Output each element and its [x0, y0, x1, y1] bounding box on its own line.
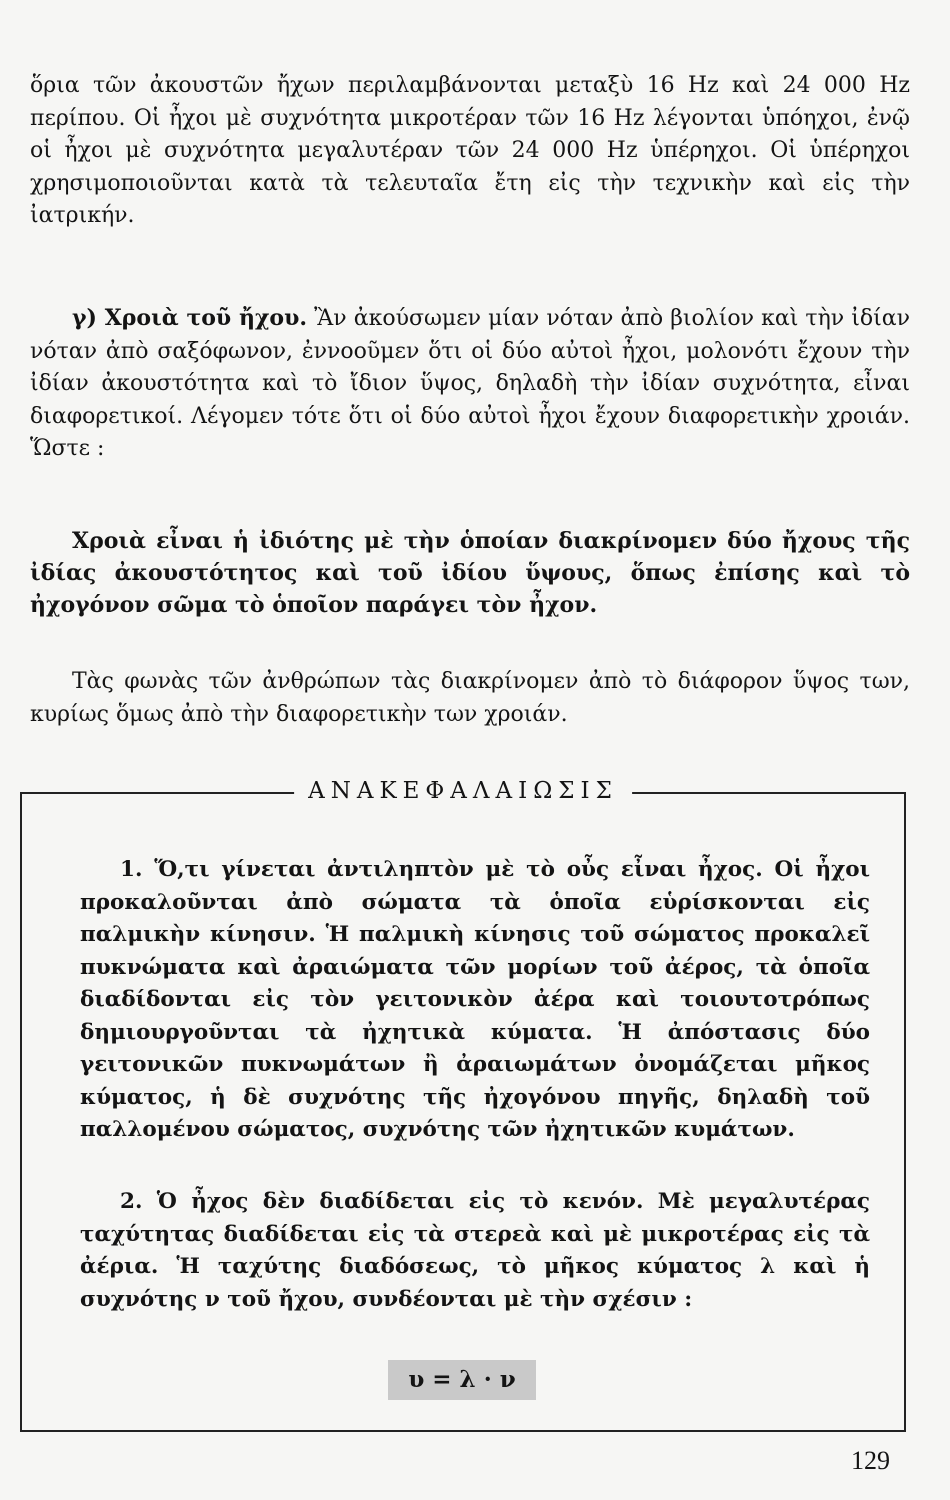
- summary-heading: ΑΝΑΚΕΦΑΛΑΙΩΣΙΣ: [294, 778, 632, 804]
- formula-wave-speed: υ = λ · ν: [388, 1360, 536, 1400]
- summary-item-1: 1. Ὅ,τι γίνεται ἀντιληπτὸν μὲ τὸ οὖς εἶναι ἦχος. Οἱ ἦχοι προκαλοῦνται ἀπὸ σώματα τὰ ὁποῖα εὑρίσκονται εἰς παλμικὴν κίνησιν. Ἡ παλμικὴ κίνησις τοῦ σώματος προκαλεῖ πυκνώματα καὶ ἀραιώματα τῶν μορίων τοῦ ἀέρος, τὰ ὁποῖα διαδίδονται εἰς τὸν γειτονικὸν ἀέρα καὶ τοιουτοτρόπως δημιουργοῦνται τὰ ἠχητικὰ κύματα. Ἡ ἀπόστασις δύο γειτονικῶν πυκνωμάτων ἢ ἀραιωμάτων ὀνομάζεται μῆκος κύματος, ἡ δὲ συχνότης τῆς ἠχογόνου πηγῆς, δηλαδὴ τοῦ παλλομένου σώματος, συχνότης τῶν ἠχητικῶν κυμάτων.: [80, 857, 870, 1142]
- page-number: 129: [851, 1446, 890, 1475]
- paragraph-timbre: [30, 302, 910, 466]
- summary-item-2: 2. Ὁ ἦχος δὲν διαδίδεται εἰς τὸ κενόν. Μὲ μεγαλυτέρας ταχύτητας διαδίδεται εἰς τὰ στερεὰ καὶ μὲ μικροτέρας εἰς τὰ ἀέρια. Ἡ ταχύτης διαδόσεως, τὸ μῆκος κύματος λ καὶ ἡ συχνότης ν τοῦ ἤχου, συνδέονται μὲ τὴν σχέσιν :: [80, 1189, 870, 1312]
- paragraph-voices: Τὰς φωνὰς τῶν ἀνθρώπων τὰς διακρίνομεν ἀπὸ τὸ διάφορον ὕψος των, κυρίως ὅμως ἀπὸ τὴν διαφορετικὴν των χροιάν.: [30, 669, 910, 727]
- paragraph-hearing-range: ὅρια τῶν ἀκουστῶν ἤχων περιλαμβάνονται μεταξὺ 16 Hz καὶ 24 000 Hz περίπου. Οἱ ἦχοι μὲ συχνότητα μικροτέραν τῶν 16 Hz λέγονται ὑπόηχοι, ἐνῷ οἱ ἦχοι μὲ συχνότητα μεγαλυτέραν τῶν 24 000 Hz ὑπέρηχοι. Οἱ ὑπέρηχοι χρησιμοποιοῦνται κατὰ τὰ τελευταῖα ἔτη εἰς τὴν τεχνικὴν καὶ εἰς τὴν ἰατρικήν.: [30, 73, 910, 228]
- section-heading-timbre: γ) Χροιὰ τοῦ ἤχου.: [72, 305, 308, 331]
- summary-box: [20, 778, 906, 1432]
- definition-timbre: Χροιὰ εἶναι ἡ ἰδιότης μὲ τὴν ὁποίαν διακρίνομεν δύο ἤχους τῆς ἰδίας ἀκουστότητος καὶ τοῦ ἰδίου ὕψους, ὅπως ἐπίσης καὶ τὸ ἠχογόνον σῶμα τὸ ὁποῖον παράγει τὸν ἦχον.: [30, 528, 910, 618]
- paragraph-timbre-body: Ἂν ἀκούσωμεν μίαν νόταν ἀπὸ βιολίον καὶ τὴν ἰδίαν νόταν ἀπὸ σαξόφωνον, ἐννοοῦμεν ὅτι οἱ δύο αὐτοὶ ἦχοι, μολονότι ἔχουν τὴν ἰδίαν ἀκουστότητα καὶ τὸ ἴδιον ὕψος, δηλαδὴ τὴν ἰδίαν συχνότητα, εἶναι διαφορετικοί. Λέγομεν τότε ὅτι οἱ δύο αὐτοὶ ἦχοι ἔχουν διαφορετικὴν χροιάν. Ὥστε :: [30, 306, 910, 461]
